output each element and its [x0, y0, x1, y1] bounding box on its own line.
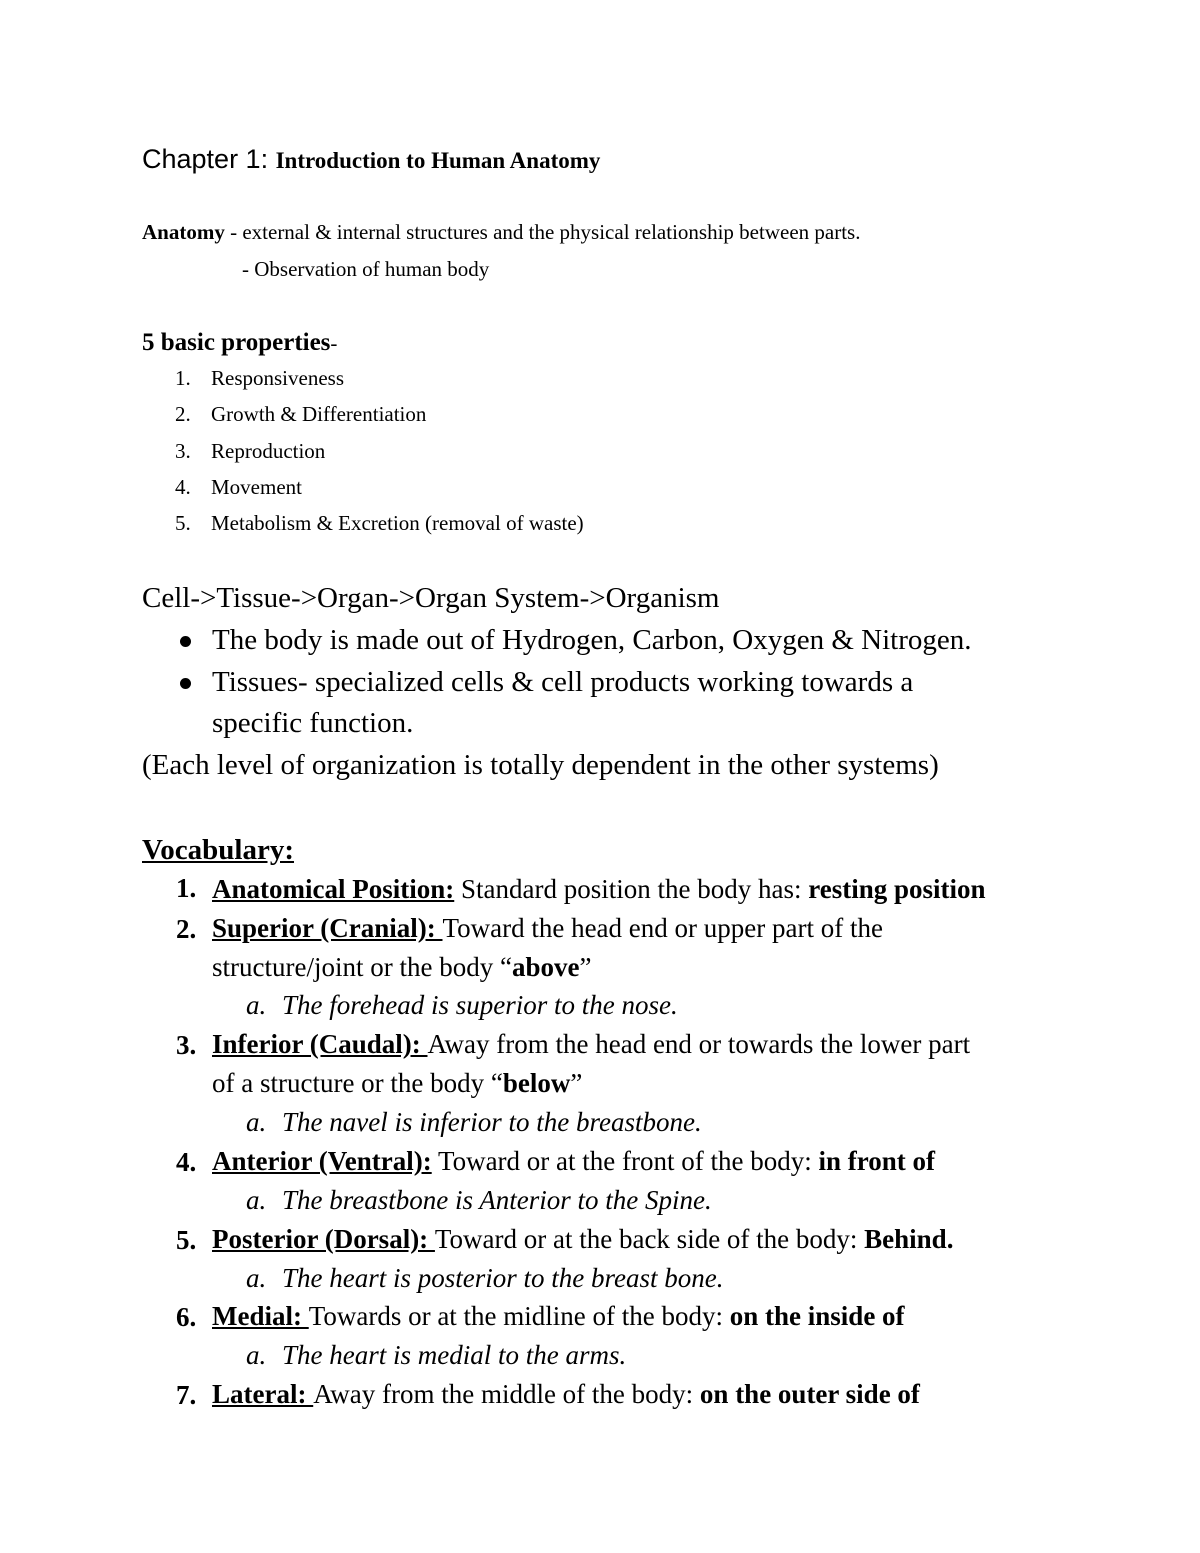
vocab-definition: ” [579, 952, 592, 982]
vocab-keyword: on the inside of [729, 1301, 905, 1331]
list-item-number: 1. [175, 366, 191, 390]
example-text: The breastbone is Anterior to the Spine. [282, 1185, 712, 1215]
list-item-number: 2. [175, 402, 191, 426]
list-item-number: 6. [176, 1302, 197, 1332]
vocab-line [212, 874, 986, 905]
vocab-line-continued [212, 952, 591, 983]
vocab-definition: Towards or at the midline of the body: [308, 1301, 730, 1331]
list-item-text: Movement [211, 475, 302, 499]
anatomy-definition [142, 222, 860, 243]
vocab-term: Inferior (Caudal): [212, 1029, 428, 1059]
vocab-term: Anterior (Ventral): [212, 1146, 432, 1176]
vocab-term: Medial: [212, 1301, 309, 1331]
list-item-number: 7. [176, 1380, 197, 1410]
properties-heading [142, 329, 337, 357]
example-label: a. [246, 1185, 267, 1215]
vocab-keyword: in front of [818, 1146, 935, 1176]
vocab-definition: Toward the head end or upper part of the [442, 913, 883, 943]
chapter-heading [142, 144, 600, 175]
hierarchy-line: Cell->Tissue->Organ->Organ System->Organism [142, 582, 720, 614]
vocab-line [212, 1029, 970, 1060]
list-item-text: Reproduction [211, 439, 326, 463]
example-text: The forehead is superior to the nose. [282, 990, 678, 1020]
vocab-keyword: resting position [808, 874, 986, 904]
vocab-keyword: above [511, 952, 580, 982]
vocab-line [212, 1146, 935, 1177]
vocab-keyword: on the outer side of [699, 1379, 920, 1409]
anatomy-definition-text: - external & internal structures and the physical relationship between parts. [224, 220, 861, 244]
vocab-definition: Toward or at the front of the body: [431, 1146, 819, 1176]
vocab-definition: structure/joint or the body “ [212, 952, 512, 982]
vocab-line [212, 1301, 905, 1332]
vocab-term: Lateral: [212, 1379, 314, 1409]
vocab-definition: Away from the head end or towards the lower part [427, 1029, 971, 1059]
example-text: The heart is medial to the arms. [282, 1340, 627, 1370]
properties-heading-text: 5 basic properties [142, 329, 331, 356]
example-label: a. [246, 1107, 267, 1137]
list-item-number: 5. [175, 511, 191, 535]
list-item-text: Metabolism & Excretion (removal of waste) [211, 511, 584, 535]
bullet-icon [180, 678, 191, 689]
bullet-text: Tissues- specialized cells & cell products working towards a [212, 666, 914, 698]
vocab-term: Anatomical Position: [212, 874, 455, 904]
vocabulary-heading: Vocabulary: [142, 834, 294, 866]
example-text: The heart is posterior to the breast bone. [282, 1263, 724, 1293]
properties-heading-dash: - [330, 331, 338, 355]
list-item-text: Responsiveness [211, 366, 344, 390]
anatomy-term: Anatomy [142, 220, 225, 244]
vocab-keyword: Behind. [864, 1224, 954, 1254]
vocab-term: Superior (Cranial): [212, 913, 443, 943]
organization-note: (Each level of organization is totally dependent in the other systems) [142, 749, 939, 781]
vocab-definition: Toward or at the back side of the body: [434, 1224, 865, 1254]
chapter-prefix: Chapter 1: [142, 144, 276, 174]
list-item-number: 3. [175, 439, 191, 463]
list-item-number: 4. [176, 1147, 197, 1177]
vocab-term: Posterior (Dorsal): [212, 1224, 435, 1254]
vocab-definition: Away from the middle of the body: [313, 1379, 700, 1409]
vocab-definition: of a structure or the body “ [212, 1068, 503, 1098]
list-item-number: 4. [175, 475, 191, 499]
vocab-line-continued [212, 1068, 582, 1099]
anatomy-sub-point-text: - Observation of human body [242, 257, 490, 281]
bullet-text: The body is made out of Hydrogen, Carbon, Oxygen & Nitrogen. [212, 624, 972, 656]
vocab-definition: Standard position the body has: [454, 874, 809, 904]
example-label: a. [246, 990, 267, 1020]
vocab-line [212, 1224, 953, 1255]
vocab-line [212, 913, 883, 944]
vocab-line [212, 1379, 920, 1410]
anatomy-sub-point [242, 259, 489, 280]
example-label: a. [246, 1340, 267, 1370]
vocab-definition: ” [570, 1068, 583, 1098]
list-item-number: 3. [176, 1030, 197, 1060]
list-item-text: Growth & Differentiation [211, 402, 427, 426]
list-item-number: 1. [176, 873, 197, 903]
vocab-keyword: below [502, 1068, 571, 1098]
chapter-title: Introduction to Human Anatomy [275, 148, 601, 173]
bullet-text-continued: specific function. [212, 707, 414, 739]
list-item-number: 5. [176, 1225, 197, 1255]
example-text: The navel is inferior to the breastbone. [282, 1107, 702, 1137]
list-item-number: 2. [176, 914, 197, 944]
example-label: a. [246, 1263, 267, 1293]
bullet-icon [180, 636, 191, 647]
